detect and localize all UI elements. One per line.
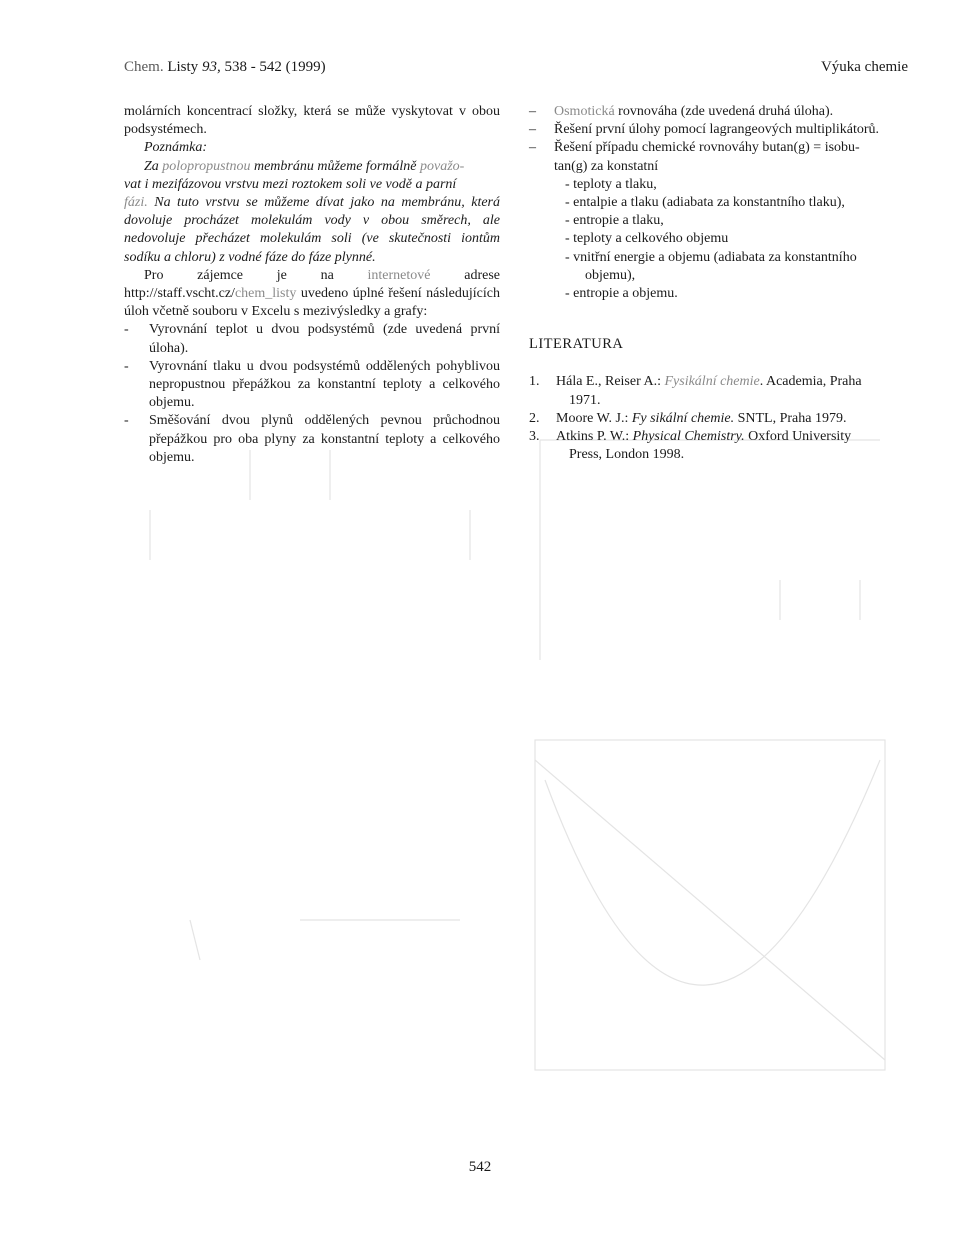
literature-heading: LITERATURA (529, 336, 624, 353)
note-text-faint: fázi. (124, 195, 148, 211)
list-item-text: Řešení případu chemické rovnováhy butan(g) = isobu- (554, 140, 860, 156)
section-title: Výuka chemie (820, 59, 908, 75)
reference-year: 1971. (569, 392, 601, 408)
reference-number: 3. (529, 429, 540, 445)
text: uvedeno úplné řešení následujících úloh včetně souboru v Excelu s mezivýsledky a grafy: (124, 286, 500, 320)
reference-body (556, 428, 905, 464)
list-dash: – (529, 122, 536, 138)
condition-item: - vnitřní energie a objemu (adiabata za konstantního (565, 249, 857, 265)
reference-list (529, 373, 905, 464)
journal-volume: 93, (201, 59, 221, 75)
condition-list (529, 176, 905, 303)
list-item-text: Vyrovnání teplot u dvou podsystémů (zde uvedená první úloha). (149, 322, 500, 356)
list-item (124, 358, 500, 413)
condition-item: - entropie a objemu. (565, 286, 678, 302)
condition-item: - entalpie a tlaku (adiabata za konstantního tlaku), (565, 195, 845, 211)
text: rovnováha (zde uvedená druhá úloha). (614, 104, 834, 119)
text: Pro zájemce je na (144, 267, 368, 283)
note-body (124, 194, 500, 267)
reference-authors: Atkins P. W.: (556, 429, 633, 445)
paragraph-molar: molárních koncentrací složky, která se může vyskytovat v obou podsystémech. (124, 104, 500, 138)
list-dash: – (529, 104, 536, 119)
condition-item: - entropie a tlaku, (565, 213, 664, 229)
reference-title: Physical Chemistry. (632, 429, 745, 445)
list-dash: - (124, 358, 129, 374)
list-dash: – (529, 140, 536, 156)
journal-pages: 538 - 542 (1999) (220, 59, 326, 75)
paragraph-internet (124, 267, 500, 322)
reference-item (529, 373, 905, 409)
journal-label: Listy (167, 59, 202, 75)
reference-title: Fysikální chemie (664, 374, 760, 390)
url-text: adrese http://staff.vscht.cz/ (124, 267, 500, 302)
reference-item (529, 410, 905, 428)
page-header (124, 59, 908, 81)
text-faint: Osmotická (554, 104, 615, 119)
note-line-1 (124, 158, 500, 176)
list-item (124, 412, 500, 467)
note-text: Na tuto vrstvu se můžeme dívat jako na membránu, která dovoluje procházet molekulám vody v obou směrech, ale nedovoluje přecházet molekulám soli (ve skutečnosti iontům sodíku a chloru) z vodné fáze do fáze plynné. (124, 195, 500, 265)
url-text-faint: chem_listy (234, 286, 297, 302)
reference-authors: Hála E., Reiser A.: (556, 374, 665, 390)
reference-title: Fy sikální chemie. (631, 410, 735, 426)
reference-authors: Moore W. J.: (556, 410, 632, 426)
note-text: Za (144, 158, 163, 174)
list-item-continuation: tan(g) za konstatní (554, 158, 659, 174)
right-column (529, 103, 905, 464)
list-item-text: Řešení první úlohy pomocí lagrangeových multiplikátorů. (554, 122, 880, 138)
task-list (124, 321, 500, 467)
reference-publisher: . Academia, Praha (759, 374, 862, 390)
text-faint: internetové (367, 267, 431, 283)
list-item-text: Směšování dvou plynů oddělených pevnou průchodnou přepážkou pro oba plyny za konstantní teploty a celkového objemu. (149, 413, 500, 465)
list-item-text (554, 103, 905, 121)
note-line-2: vat i mezifázovou vrstvu mezi roztokem soli ve vodě a parní (124, 176, 457, 192)
note-text-faint: polopropustnou (162, 158, 251, 174)
list-dash: - (124, 322, 129, 338)
reference-body (556, 373, 905, 409)
reference-body (556, 410, 905, 428)
journal-citation (124, 59, 326, 76)
reference-year: Press, London 1998. (569, 447, 685, 463)
list-item (124, 321, 500, 357)
list-item-text: Vyrovnání tlaku u dvou podsystémů oddělených pohyblivou nepropustnou přepážkou za konstantní teploty a celkového objemu. (149, 358, 500, 411)
list-item (529, 139, 905, 157)
reference-number: 1. (529, 374, 540, 390)
reference-publisher: SNTL, Praha 1979. (734, 410, 847, 426)
list-dash: - (124, 413, 129, 429)
page-number: 542 (468, 1159, 492, 1175)
left-column (124, 103, 500, 467)
condition-item-continuation: objemu), (585, 267, 636, 283)
reference-number: 2. (529, 410, 540, 426)
condition-item: - teploty a tlaku, (565, 176, 657, 192)
list-item (529, 103, 905, 121)
note-text-faint: považo- (419, 158, 465, 174)
list-item (529, 121, 905, 139)
reference-item (529, 428, 905, 464)
journal-name: Chem. (124, 59, 164, 75)
condition-item: - teploty a celkového objemu (565, 231, 729, 247)
reference-publisher: Oxford University (744, 429, 852, 445)
note-title: Poznámka: (144, 140, 207, 156)
note-text: membránu můžeme formálně (250, 158, 420, 174)
